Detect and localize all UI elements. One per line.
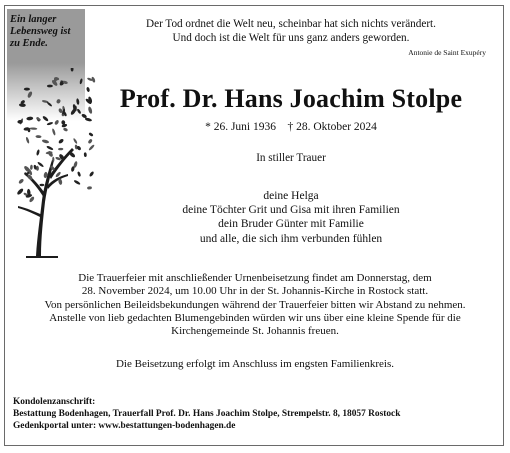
leaf-mark <box>88 144 95 151</box>
leaf-mark <box>46 122 53 126</box>
leaf-mark <box>42 115 49 122</box>
banner-line: Ein langer <box>10 14 57 25</box>
leaf-mark <box>27 91 33 99</box>
mourner-line: deine Helga <box>263 190 319 202</box>
contact-address: Bestattung Bodenhagen, Trauerfall Prof. Dr. Hans Joachim Stolpe, Strempelstr. 8, 18057 Rostock <box>13 409 401 419</box>
leaf-mark <box>25 137 29 144</box>
leaf-mark <box>26 116 33 120</box>
ceremony-line: 28. November 2024, um 10.00 Uhr in der St. Johannis-Kirche in Rostock statt. <box>81 285 429 298</box>
leaf-mark <box>19 103 26 107</box>
leaf-mark <box>58 148 63 151</box>
banner-line: Lebensweg ist <box>10 26 71 37</box>
leaf-mark <box>40 184 45 186</box>
ceremony-line: Kirchengemeinde St. Johannis freuen. <box>171 325 339 338</box>
leaf-mark <box>73 138 78 144</box>
ceremony-line: Von persönlichen Beileidsbekundungen während der Trauerfeier bitten wir Abstand zu nehmen. <box>44 298 466 311</box>
leaf-mark <box>58 138 64 144</box>
leaf-mark <box>35 135 41 138</box>
leaf-mark <box>73 179 81 185</box>
motto-quote <box>96 17 486 45</box>
leaf-mark <box>86 87 90 93</box>
deceased-name: Prof. Dr. Hans Joachim Stolpe <box>119 84 463 113</box>
leaf-mark <box>84 152 87 157</box>
leaf-mark <box>36 149 40 156</box>
mourner-line: deine Töchter Grit und Gisa mit ihren Familien <box>182 204 400 217</box>
life-dates: * 26. Juni 1936 † 28. Oktober 2024 <box>205 121 377 133</box>
leaf-mark <box>76 98 80 105</box>
leaf-mark <box>54 119 60 125</box>
ceremony-line: Anstelle von lieb gedachten Blumengebinden würden wir uns über eine kleine Spende für die <box>49 311 461 324</box>
leaf-mark <box>16 188 24 196</box>
leaf-mark <box>63 127 68 132</box>
leaf-mark <box>89 171 95 177</box>
leaf-mark <box>88 132 93 137</box>
leaf-mark <box>79 78 83 84</box>
leaf-mark <box>87 186 92 190</box>
motto-line: Und doch ist die Welt für uns ganz anders geworden. <box>172 32 410 44</box>
leaf-mark <box>42 139 50 144</box>
leaf-mark <box>71 68 74 72</box>
contact-heading: Kondolenzanschrift: <box>13 397 96 407</box>
mourning-intro: In stiller Trauer <box>256 152 326 164</box>
leaf-mark <box>24 88 30 91</box>
leaf-mark <box>18 178 25 184</box>
burial-note: Die Beisetzung erfolgt im Anschluss im engsten Familienkreis. <box>115 358 394 370</box>
leaf-mark <box>77 171 81 177</box>
leaf-mark <box>88 106 93 114</box>
ceremony-info <box>12 272 498 338</box>
banner-line: zu Ende. <box>10 38 48 49</box>
leaf-mark <box>46 145 54 150</box>
leaf-mark <box>47 85 53 88</box>
quote-author: Antonie de Saint Exupéry <box>408 48 486 57</box>
motto-line: Der Tod ordnet die Welt neu, scheinbar hat sich nichts verändert. <box>146 18 436 30</box>
leaf-mark <box>56 99 61 105</box>
leaf-mark <box>30 127 38 130</box>
ceremony-line: Die Trauerfeier mit anschließender Urnenbeisetzung findet am Donnerstag, dem <box>78 272 432 284</box>
leaf-mark <box>52 128 57 136</box>
leaf-mark <box>46 101 52 107</box>
leaf-mark <box>87 138 92 144</box>
condolence-contact <box>13 396 493 432</box>
mourners-list <box>96 189 486 246</box>
banner-text <box>10 14 84 50</box>
mourner-line: und alle, die sich ihm verbunden fühlen <box>199 232 383 245</box>
tree-leaves-illustration <box>6 68 98 258</box>
memorial-portal-link[interactable]: Gedenkportal unter: www.bestattungen-bodenhagen.de <box>13 421 236 431</box>
leaf-mark <box>30 165 33 170</box>
mourner-line: dein Bruder Günter mit Familie <box>218 218 364 231</box>
leaf-mark <box>76 108 81 114</box>
